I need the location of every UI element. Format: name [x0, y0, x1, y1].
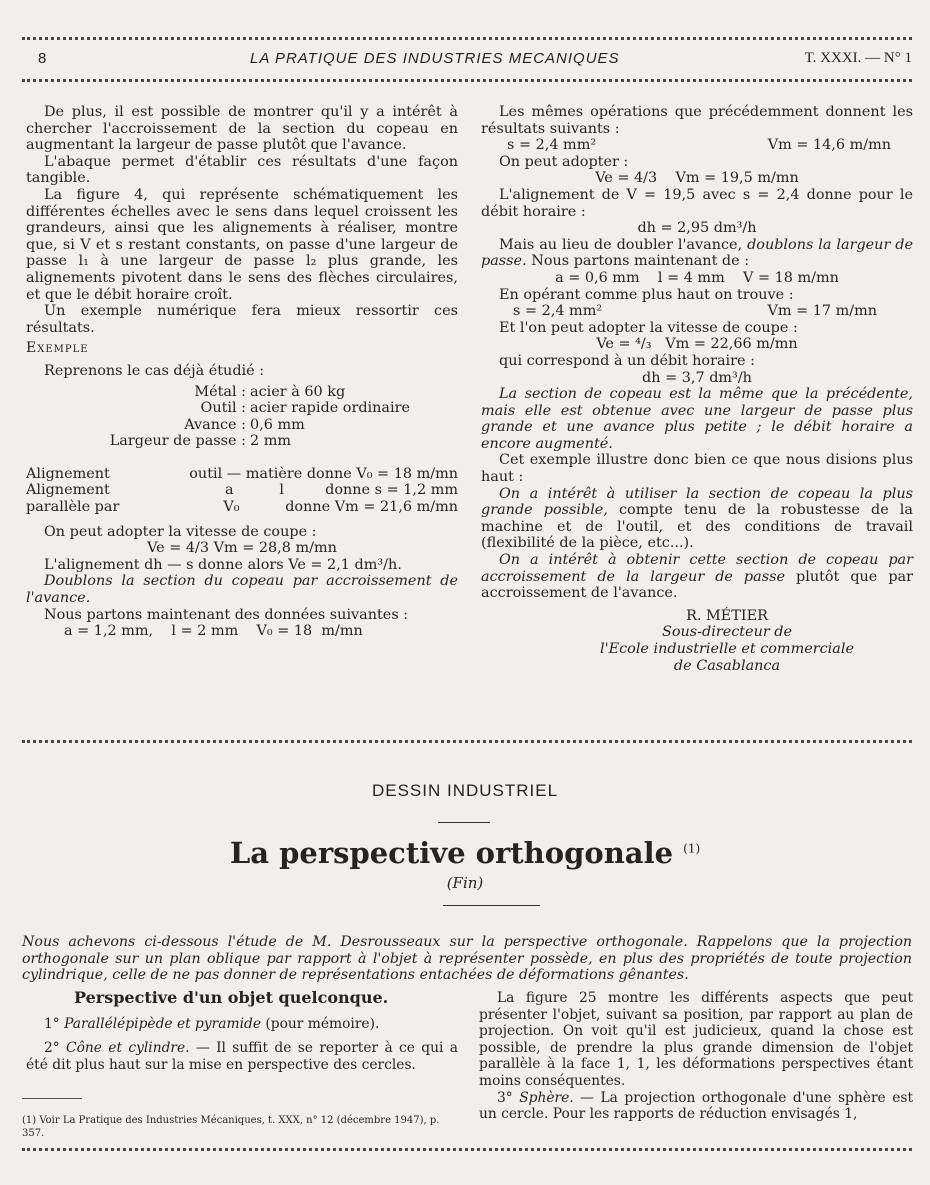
- title-rule: [443, 905, 540, 906]
- paragraph: 1° Parallélépipède et pyramide (pour mémoire).: [44, 1015, 380, 1032]
- equation: Ve = ⁴/₃ Vm = 22,66 m/mn: [596, 336, 798, 353]
- table-row: Métal : acier à 60 kg: [194, 383, 346, 400]
- equation: s = 2,4 mm² Vm = 14,6 m/mn: [507, 137, 891, 154]
- paragraph: Doublons la section du copeau par accroissement de l'avance.: [26, 573, 458, 607]
- paragraph: L'abaque permet d'établir ces résultats d'une façon tangible.: [26, 153, 458, 187]
- paragraph: La figure 25 montre les différents aspects que peut présenter l'objet, suivant sa position, par rapport au plan de projection. On voit qu'il est judicieux, quand la chose est possible, de prendre la plus grande dimension de l'objet parallèle à la face 1, 1, les déformations perspectives étant moins conséquentes.: [479, 990, 913, 1089]
- author-name: R. MÉTIER: [686, 607, 768, 624]
- subsection-heading: Perspective d'un objet quelconque.: [74, 988, 389, 1007]
- paragraph: Cet exemple illustre donc bien ce que nous disions plus haut :: [481, 452, 913, 486]
- article2-left-column: [26, 990, 458, 1073]
- table-row: Largeur de passe : 2 mm: [109, 433, 292, 450]
- table-row: Avance : 0,6 mm: [184, 416, 305, 433]
- article-title: La perspective orthogonale $^{(1)}$: [229, 836, 701, 870]
- article2-right-column: [479, 990, 913, 1123]
- paragraph: On a intérêt à utiliser la section de copeau la plus grande possible, compte tenu de la robustesse de la machine et de l'outil, et des conditions de travail (flexibilité de la pièce, etc...).: [481, 485, 913, 552]
- article-subtitle: (Fin): [446, 874, 484, 892]
- paragraph: L'alignement de V = 19,5 avec s = 2,4 donne pour le débit horaire :: [481, 186, 913, 220]
- equation: a = 0,6 mm l = 4 mm V = 18 m/mn: [555, 269, 839, 286]
- article1-left-column: [26, 104, 458, 640]
- article-intro: Nous achevons ci-dessous l'étude de M. Desrousseaux sur la perspective orthogonale. Rappelons que la projection orthogonale sur un plan oblique par rapport à l'objet à représenter possède, en plus des propriétés de toute projection cylindrique, celle de ne pas donner de représentations entachées de déformations gênantes.: [22, 934, 912, 984]
- article1-right-column: [481, 104, 913, 674]
- section-underline: [438, 822, 490, 823]
- footnote-rule: [22, 1098, 82, 1099]
- footnote: (1) Voir La Pratique des Industries Mécaniques, t. XXX, n° 12 (décembre 1947), p. 357.: [22, 1115, 440, 1139]
- paragraph: qui correspond à un débit horaire :: [499, 352, 755, 369]
- paragraph: Nous partons maintenant des données suivantes :: [44, 606, 409, 623]
- paragraph: On peut adopter :: [499, 153, 629, 170]
- paragraph: On a intérêt à obtenir cette section de copeau par accroissement de la largeur de passe plutôt que par accroissement de l'avance.: [481, 552, 914, 602]
- top-dotted-rule: [22, 37, 912, 40]
- paragraph: Un exemple numérique fera mieux ressortir ces résultats.: [26, 303, 458, 336]
- author-signature: R. MÉTIER Sous-directeur de l'Ecole industrielle et commerciale de Casablanca: [481, 608, 913, 674]
- equation: dh = 3,7 dm³/h: [642, 369, 752, 386]
- paragraph: On peut adopter la vitesse de coupe :: [44, 523, 317, 540]
- header-dotted-rule: [22, 79, 912, 82]
- paragraph: 3° Sphère. — La projection orthogonale d'une sphère est un cercle. Pour les rapports de réduction envisagés 1,: [479, 1089, 913, 1123]
- footnote-marker: (1): [683, 841, 701, 856]
- equation: Ve = 4/3 Vm = 19,5 m/mn: [595, 170, 799, 187]
- paragraph: Reprenons le cas déjà étudié :: [44, 362, 265, 379]
- equation: Ve = 4/3 Vm = 28,8 m/mn: [147, 540, 337, 557]
- paragraph: Les mêmes opérations que précédemment donnent les résultats suivants :: [481, 104, 913, 137]
- paragraph: Mais au lieu de doubler l'avance, doublons la largeur de passe. Nous partons maintenant de :: [481, 236, 913, 270]
- table-row: Outil : acier rapide ordinaire: [200, 400, 410, 417]
- volume-number: T. XXXI. — N° 1: [804, 50, 912, 66]
- paragraph: En opérant comme plus haut on trouve :: [499, 286, 794, 303]
- paragraph: Et l'on peut adopter la vitesse de coupe :: [499, 319, 798, 336]
- paragraph: La section de copeau est la même que la précédente, mais elle est obtenue avec une largeur de passe plus grande et une avance plus petite ; le débit horaire a encore augmenté.: [481, 386, 913, 452]
- equation: a = 1,2 mm, l = 2 mm V₀ = 18 m/mn: [64, 623, 363, 640]
- equation: dh = 2,95 dm³/h: [637, 220, 757, 237]
- journal-title: LA PRATIQUE DES INDUSTRIES MECANIQUES: [250, 50, 620, 67]
- paragraph: L'alignement dh — s donne alors Ve = 2,1 dm³/h.: [44, 556, 402, 573]
- paragraph: De plus, il est possible de montrer qu'il y a intérêt à chercher l'accroissement de la section du copeau en augmentant la largeur de passe plutôt que l'avance.: [26, 104, 458, 154]
- section-title: DESSIN INDUSTRIEL: [371, 781, 559, 800]
- paragraph: 2° Cône et cylindre. — Il suffit de se reporter à ce qui a été dit plus haut sur la mise en perspective des cercles.: [26, 1040, 458, 1073]
- bottom-dotted-rule: [22, 1148, 912, 1151]
- page-number: 8: [38, 50, 47, 67]
- running-header: [38, 50, 912, 70]
- paragraph: La figure 4, qui représente schématiquement les différentes échelles avec le sens dans lequel croissent les grandeurs, ainsi que les alignements à réaliser, montre que, si V et s restant constants, on passe d'une largeur de passe l₁ à une largeur de passe l₂ plus grande, les alignements pivotent dans le sens des flèches circulaires, et que le débit horaire croît.: [26, 186, 458, 303]
- equation: s = 2,4 mm² Vm = 17 m/mn: [513, 303, 877, 320]
- alignment-block: Alignement outil — matière donne V₀ = 18 m/mn Alignement a l donne s = 1,2 mm parallèle par V₀ donne Vm = 21,6 m/mn: [26, 465, 458, 516]
- exemple-heading: Exemple: [26, 340, 89, 357]
- example-data-table: [26, 384, 458, 450]
- article-separator-rule: [22, 740, 912, 743]
